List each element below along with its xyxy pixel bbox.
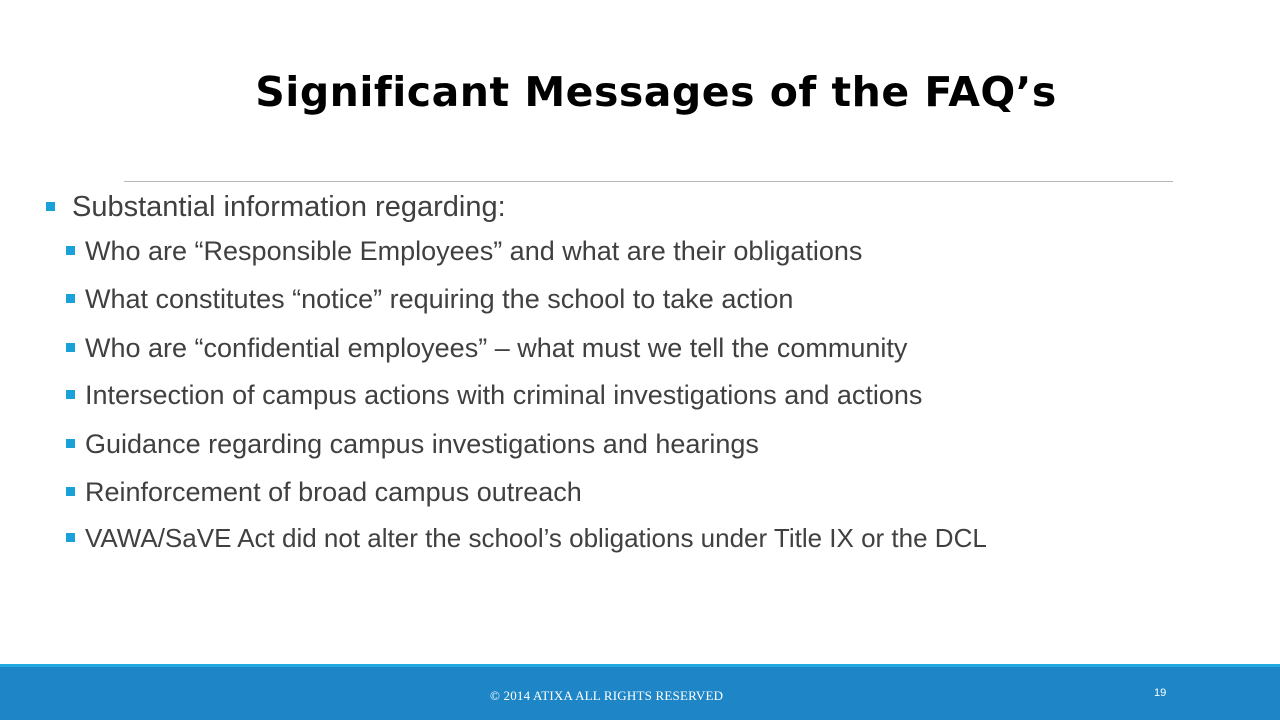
sub-bullet-text: Guidance regarding campus investigations and hearings xyxy=(85,428,759,459)
sub-bullet xyxy=(66,426,759,462)
slide-title: Significant Messages of the FAQ’s xyxy=(255,68,1057,116)
sub-bullet xyxy=(66,330,907,366)
sub-bullet-text: What constitutes “notice” requiring the school to take action xyxy=(85,283,794,314)
footer-copyright: © 2014 ATIXA ALL RIGHTS RESERVED xyxy=(490,688,724,703)
sub-bullet-text: Intersection of campus actions with criminal investigations and actions xyxy=(85,379,923,410)
square-bullet-icon xyxy=(66,487,75,496)
main-bullet-text: Substantial information regarding: xyxy=(72,190,506,223)
square-bullet-icon xyxy=(46,202,55,211)
square-bullet-icon xyxy=(66,533,75,542)
sub-bullet-text: Who are “confidential employees” – what must we tell the community xyxy=(85,332,908,363)
sub-bullet xyxy=(66,474,582,510)
square-bullet-icon xyxy=(66,294,75,303)
title-divider xyxy=(124,181,1173,182)
square-bullet-icon xyxy=(66,246,75,255)
square-bullet-icon xyxy=(66,439,75,448)
main-bullet xyxy=(46,189,506,225)
page-number: 19 xyxy=(1154,687,1167,699)
sub-bullet xyxy=(66,520,987,556)
sub-bullet xyxy=(66,281,793,317)
square-bullet-icon xyxy=(66,343,75,352)
sub-bullet xyxy=(66,233,862,269)
sub-bullet-text: Reinforcement of broad campus outreach xyxy=(85,476,582,507)
square-bullet-icon xyxy=(66,390,75,399)
sub-bullet xyxy=(66,377,922,413)
sub-bullet-text: VAWA/SaVE Act did not alter the school’s obligations under Title IX or the DCL xyxy=(85,522,987,553)
sub-bullet-text: Who are “Responsible Employees” and what are their obligations xyxy=(85,235,863,266)
